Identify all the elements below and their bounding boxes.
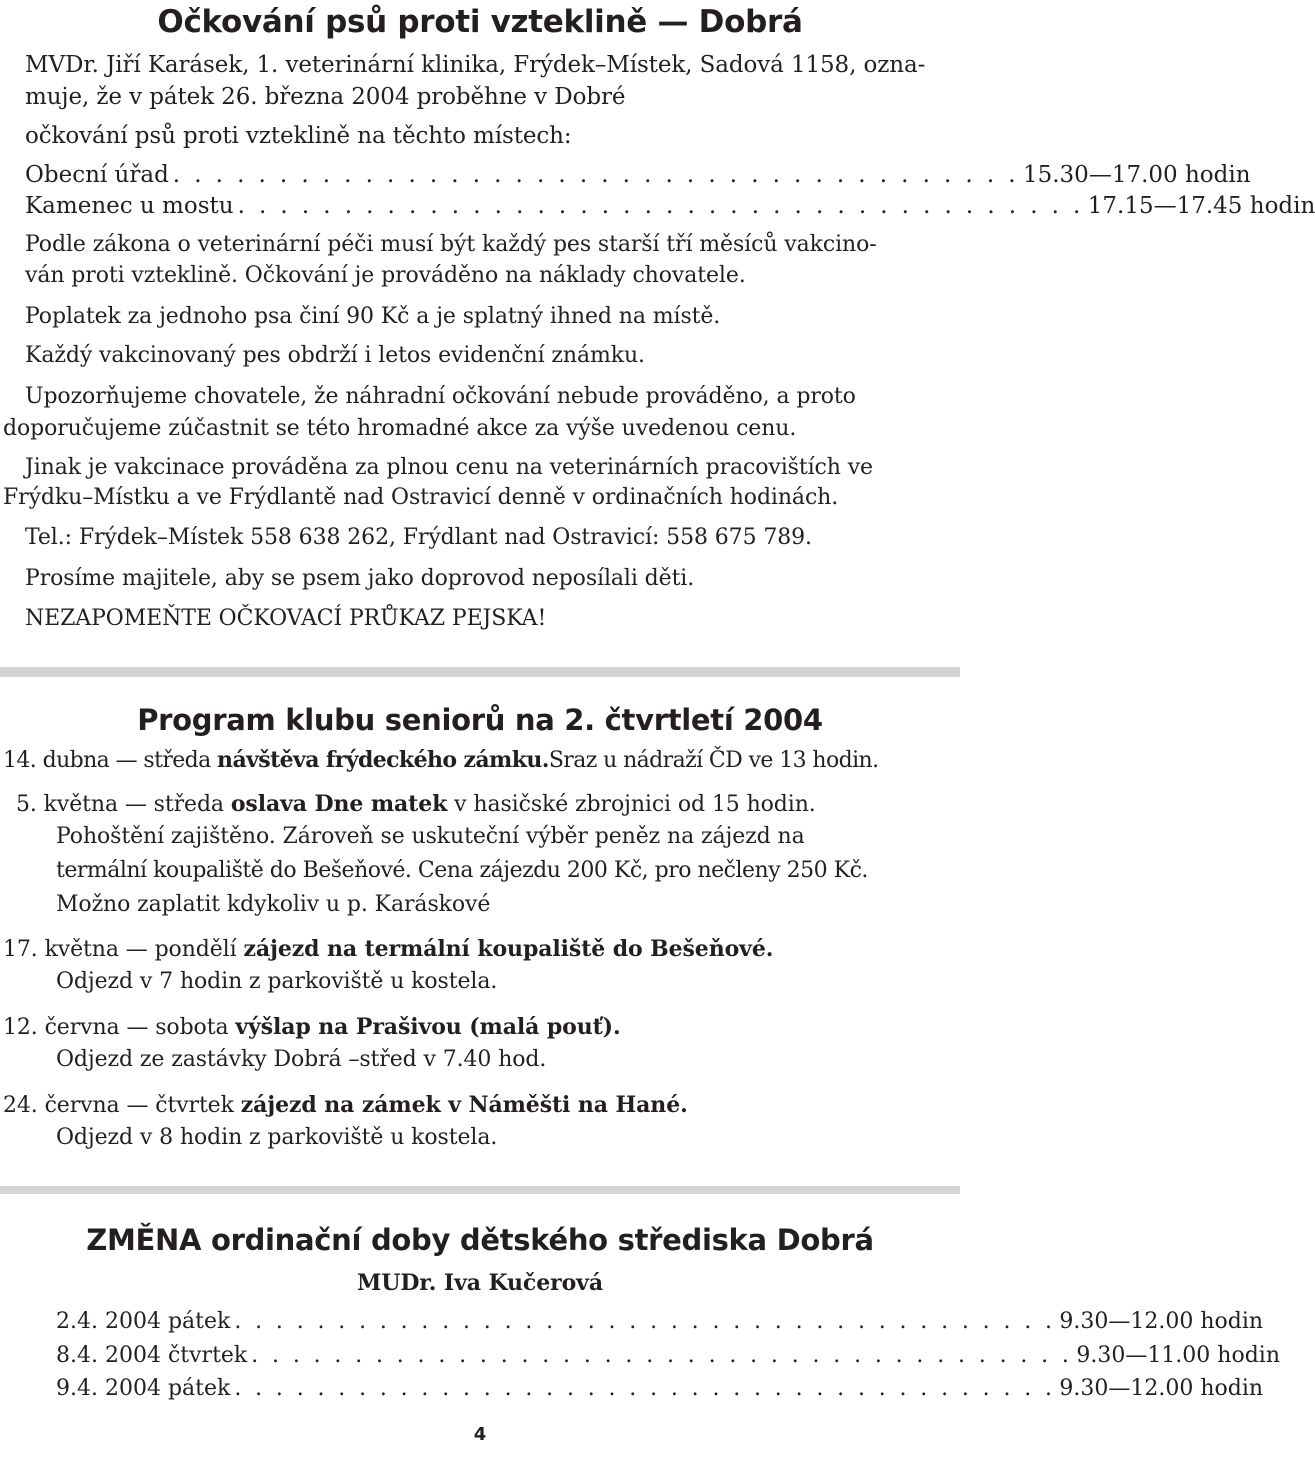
place-time: 17.15—17.45 hodin — [1087, 193, 1315, 219]
fee-line: Poplatek za jednoho psa činí 90 Kč a je splatný ihned na místě. — [25, 304, 721, 329]
event-4: 12. června — sobota výšlap na Prašivou (malá pouť). — [3, 1014, 621, 1040]
law-line-2: ván proti vzteklině. Očkování je prováděno na náklady chovatele. — [25, 263, 746, 288]
page-number: 4 — [473, 1424, 487, 1445]
place-row-2 — [25, 191, 1315, 221]
vaccination-heading: Očkování psů proti vzteklině — Dobrá — [157, 4, 803, 40]
children-line: Prosíme majitele, aby se psem jako doprovod neposílali děti. — [25, 566, 695, 591]
event-3-detail: Odjezd v 7 hodin z parkoviště u kostela. — [56, 969, 498, 994]
hours-time: 9.30—11.00 hodin — [1076, 1343, 1280, 1368]
intro-line-2: muje, že v pátek 26. března 2004 proběhne v Dobré — [25, 84, 626, 110]
section-divider — [0, 1186, 960, 1194]
dot-leader: . . . . . . . . . . . . . . . . . . . . . . . . . . . . . . . . . . . . . . . . — [237, 193, 1084, 219]
hours-time: 9.30—12.00 hodin — [1059, 1309, 1264, 1334]
event-5: 24. června — čtvrtek zájezd na zámek v Náměšti na Hané. — [3, 1092, 688, 1118]
law-line-1: Podle zákona o veterinární péči musí být každý pes starší tří měsíců vakcino- — [25, 232, 877, 257]
event-2-detail: Možno zaplatit kdykoliv u p. Karáskové — [56, 892, 491, 917]
event-2: 5. května — středa oslava Dne matek v hasičské zbrojnici od 15 hodin. — [16, 791, 816, 817]
seniors-program-heading: Program klubu seniorů na 2. čtvrtletí 2004 — [137, 703, 823, 737]
intro-line-1: MVDr. Jiří Karásek, 1. veterinární klinika, Frýdek–Místek, Sadová 1158, ozna- — [25, 52, 926, 78]
other-line-1: Jinak je vakcinace prováděna za plnou cenu na veterinárních pracovištích ve — [25, 455, 873, 480]
hours-day: 2.4. 2004 pátek — [56, 1309, 231, 1334]
place-name: Obecní úřad — [25, 162, 169, 188]
hours-time: 9.30—12.00 hodin — [1059, 1376, 1264, 1401]
other-line-2: Frýdku–Místku a ve Frýdlantě nad Ostravicí denně v ordinačních hodinách. — [3, 485, 839, 510]
event-2-detail: termální koupaliště do Bešeňové. Cena zájezdu 200 Kč, pro nečleny 250 Kč. — [56, 858, 868, 883]
event-5-detail: Odjezd v 8 hodin z parkoviště u kostela. — [56, 1125, 498, 1150]
dot-leader: . . . . . . . . . . . . . . . . . . . . . . . . . . . . . . . . . . . . . . . . — [234, 1309, 1056, 1334]
hours-row — [56, 1374, 1264, 1404]
place-time: 15.30—17.00 hodin — [1022, 162, 1251, 188]
place-name: Kamenec u mostu — [25, 193, 234, 219]
event-4-detail: Odjezd ze zastávky Dobrá –střed v 7.40 hod. — [56, 1047, 547, 1072]
dot-leader: . . . . . . . . . . . . . . . . . . . . . . . . . . . . . . . . . . . . . . . . — [172, 162, 1019, 188]
hours-day: 8.4. 2004 čtvrtek — [56, 1343, 248, 1368]
dot-leader: . . . . . . . . . . . . . . . . . . . . . . . . . . . . . . . . . . . . . . . . — [234, 1376, 1056, 1401]
place-row-1 — [25, 160, 1251, 190]
warn-line-1: Upozorňujeme chovatele, že náhradní očkování nebude prováděno, a proto — [25, 384, 856, 409]
tag-line: Každý vakcinovaný pes obdrží i letos evidenční známku. — [25, 343, 645, 368]
clinic-hours-heading: ZMĚNA ordinační doby dětského střediska Dobrá — [86, 1223, 874, 1257]
reminder-line: NEZAPOMEŇTE OČKOVACÍ PRŮKAZ PEJSKA! — [25, 606, 547, 631]
intro-line-3: očkování psů proti vzteklině na těchto místech: — [25, 123, 572, 149]
event-1: 14. dubna — středa návštěva frýdeckého zámku.Sraz u nádraží ČD ve 13 hodin. — [3, 747, 879, 773]
doctor-name: MUDr. Iva Kučerová — [356, 1270, 604, 1296]
hours-day: 9.4. 2004 pátek — [56, 1376, 231, 1401]
hours-row — [56, 1341, 1280, 1371]
section-divider — [0, 667, 960, 677]
event-2-detail: Pohoštění zajištěno. Zároveň se uskuteční výběr peněz na zájezd na — [56, 824, 805, 849]
tel-line: Tel.: Frýdek–Místek 558 638 262, Frýdlant nad Ostravicí: 558 675 789. — [25, 525, 812, 550]
event-3: 17. května — pondělí zájezd na termální koupaliště do Bešeňové. — [3, 936, 774, 962]
dot-leader: . . . . . . . . . . . . . . . . . . . . . . . . . . . . . . . . . . . . . . . . — [251, 1343, 1073, 1368]
hours-row — [56, 1307, 1264, 1337]
warn-line-2: doporučujeme zúčastnit se této hromadné akce za výše uvedenou cenu. — [3, 416, 797, 441]
